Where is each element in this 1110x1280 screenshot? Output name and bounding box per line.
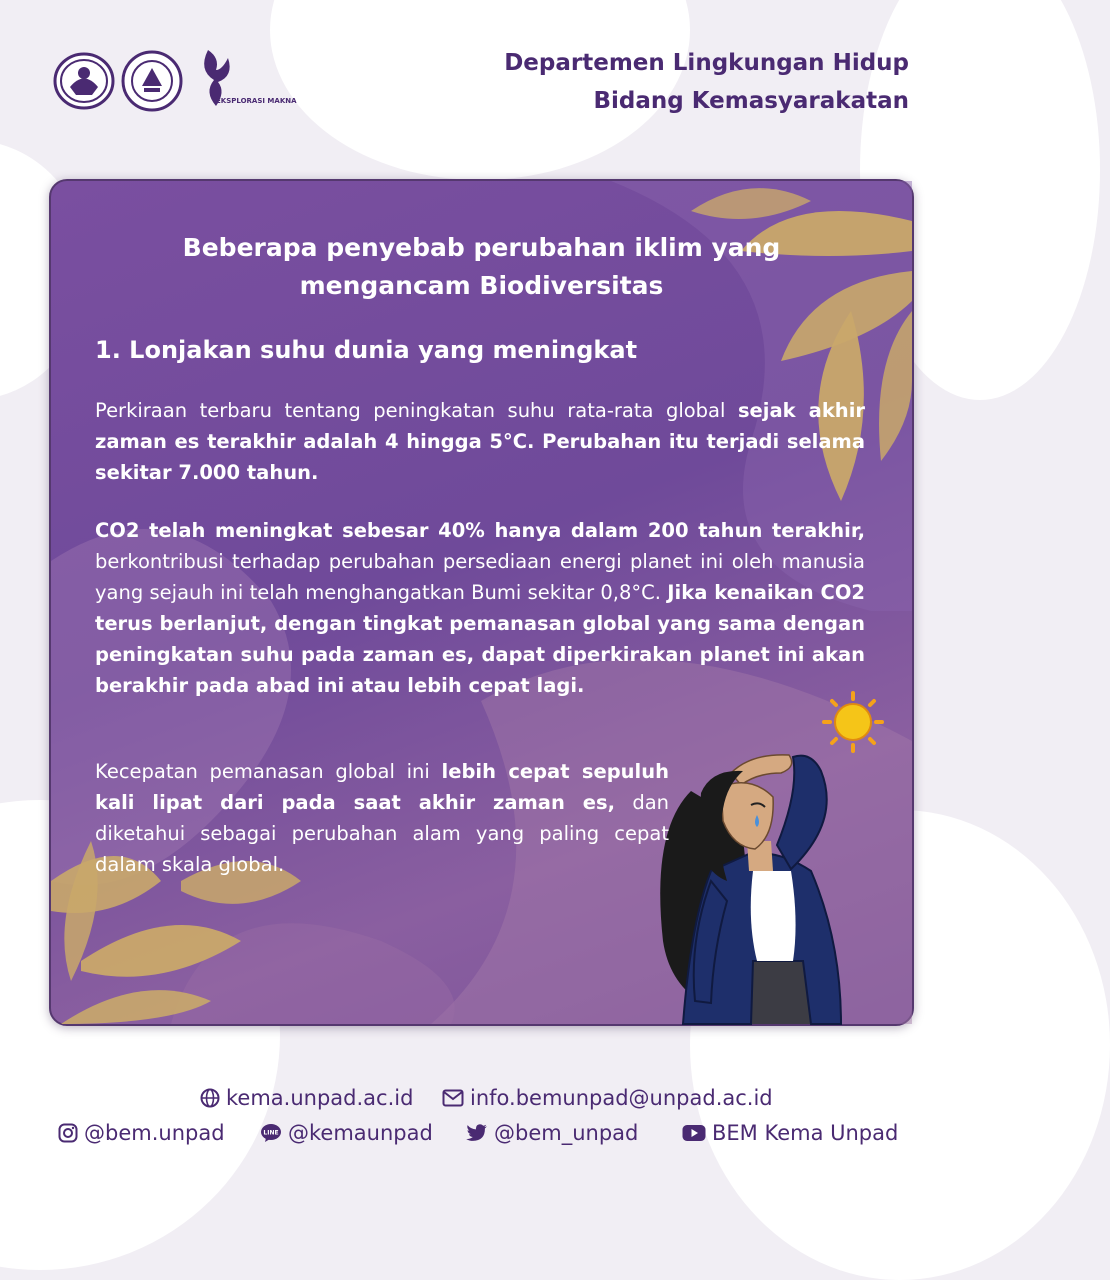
footer-line[interactable] (260, 1121, 433, 1145)
twitter-text: @bem_unpad (494, 1121, 639, 1145)
division-name: Bidang Kemasyarakatan (593, 88, 909, 114)
title-line-1: Beberapa penyebab perubahan iklim yang (182, 233, 781, 262)
email-text: info.bemunpad@unpad.ac.id (470, 1086, 773, 1110)
youtube-icon (682, 1124, 706, 1142)
twitter-icon (466, 1124, 488, 1142)
website-text: kema.unpad.ac.id (226, 1086, 414, 1110)
bem-logo (123, 52, 181, 110)
svg-text:EKSPLORASI MAKNA: EKSPLORASI MAKNA (216, 97, 297, 105)
mail-icon (442, 1089, 464, 1107)
content-card (49, 179, 914, 1026)
paragraph-1 (95, 395, 865, 488)
p3-bold: lebih cepat sepuluh kali lipat dari pada saat akhir zaman es, (95, 760, 669, 814)
p1-text: Perkiraan terbaru tentang peningkatan suhu rata-rata global (95, 399, 738, 422)
footer-instagram[interactable] (58, 1121, 225, 1145)
card-title (111, 229, 852, 305)
p1-bold: sejak akhir zaman es terakhir adalah 4 hingga 5°C. Perubahan itu terjadi selama sekitar 7.000 tahun. (95, 399, 865, 484)
header-department (504, 44, 909, 120)
instagram-text: @bem.unpad (84, 1121, 225, 1145)
footer-youtube[interactable] (682, 1121, 898, 1145)
unpad-logo (55, 54, 113, 108)
footer-contacts (0, 1078, 959, 1178)
globe-icon (200, 1088, 220, 1108)
line-text: @kemaunpad (288, 1121, 433, 1145)
footer-email[interactable] (442, 1086, 773, 1110)
paragraph-2 (95, 515, 865, 701)
title-line-2: mengancam Biodiversitas (299, 271, 664, 300)
paragraph-3 (95, 756, 669, 880)
organization-logos (48, 40, 297, 120)
line-icon (260, 1123, 282, 1143)
svg-text:LINE: LINE (263, 1129, 279, 1137)
worried-woman-illustration (660, 755, 841, 1024)
p2-text: berkontribusi terhadap perubahan persediaan energi planet ini oleh manusia yang sejauh ini telah menghangatkan Bumi sekitar 0,8°C. (95, 550, 865, 604)
instagram-icon (58, 1123, 78, 1143)
department-name: Departemen Lingkungan Hidup (504, 50, 909, 76)
p2-bold-1: CO2 telah meningkat sebesar 40% hanya dalam 200 tahun terakhir, (95, 519, 865, 542)
footer-website[interactable] (200, 1086, 413, 1110)
footer-twitter[interactable] (466, 1121, 638, 1145)
p3-text-1: Kecepatan pemanasan global ini (95, 760, 442, 783)
p2-bold-2: Jika kenaikan CO2 terus berlanjut, dengan tingkat pemanasan global yang sama dengan peningkatan suhu pada zaman es, dapat diperkirakan planet ini akan berakhir pada abad ini atau lebih cepat lagi. (95, 581, 865, 697)
youtube-text: BEM Kema Unpad (712, 1121, 899, 1145)
p3-text-2: dan diketahui sebagai perubahan alam yang paling cepat dalam skala global. (95, 791, 670, 876)
section-heading: 1. Lonjakan suhu dunia yang meningkat (95, 336, 638, 364)
